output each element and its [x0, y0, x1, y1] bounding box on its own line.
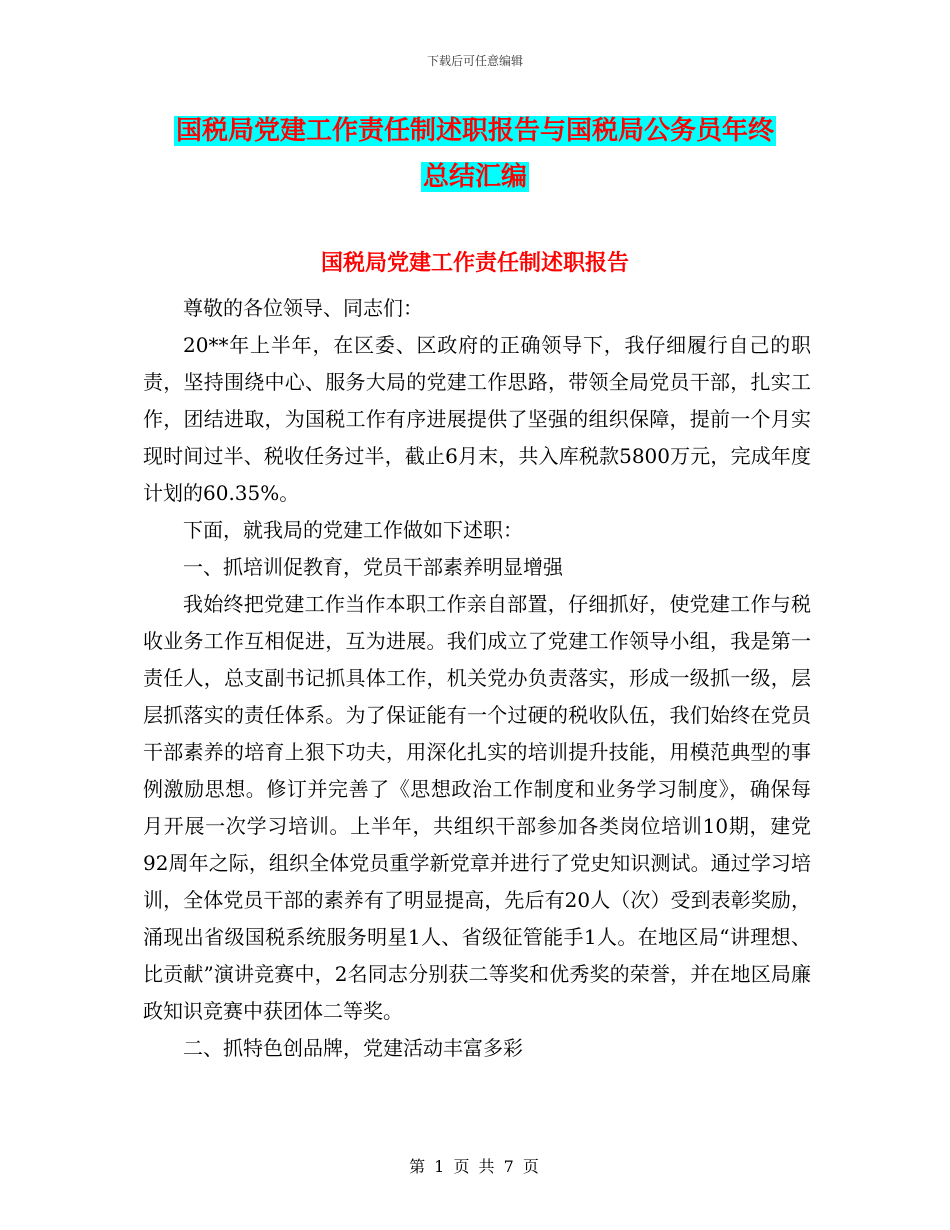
paragraph: 我始终把党建工作当作本职工作亲自部置，仔细抓好，使党建工作与税收业务工作互相促进，互为进展。我们成立了党建工作领导小组，我是第一责任人，总支副书记抓具体工作，机关党办负责落实，形成一级抓一级，层层抓落实的责任体系。为了保证能有一个过硬的税收队伍，我们始终在党员干部素养的培育上狠下功夫，用深化扎实的培训提升技能，用模范典型的事例激励思想。修订并完善了《思想政治工作制度和业务学习制度》，确保每月开展一次学习培训。上半年，共组织干部参加各类岗位培训10期，建党92周年之际，组织全体党员重学新党章并进行了党史知识测试。通过学习培训，全体党员干部的素养有了明显提高，先后有20人（次）受到表彰奖励，涌现出省级国税系统服务明星1人、省级征管能手1人。在地区局“讲理想、比贡献”演讲竞赛中，2名同志分别获二等奖和优秀奖的荣誉，并在地区局廉政知识竞赛中获团体二等奖。	[143, 592, 811, 1023]
document-title-line-2: 总结汇编	[422, 162, 527, 192]
paragraph: 20**年上半年，在区委、区政府的正确领导下，我仔细履行自己的职责，坚持围绕中心、服务大局的党建工作思路，带领全局党员干部，扎实工作，团结进取，为国税工作有序进展提供了坚强的组织保障，提前一个月实现时间过半、税收任务过半，截止6月末，共入库税款5800万元，完成年度计划的60.35%。	[143, 333, 811, 505]
section-title: 国税局党建工作责任制述职报告	[320, 251, 629, 276]
document-title	[0, 108, 950, 200]
subheading: 一、抓培训促教育，党员干部素养明显增强	[183, 555, 563, 579]
salutation: 尊敬的各位领导、同志们：	[183, 296, 423, 320]
subheading: 二、抓特色创品牌，党建活动丰富多彩	[183, 1036, 523, 1060]
page-header-note: 下载后可任意编辑	[426, 54, 523, 68]
document-title-line-1: 国税局党建工作责任制述职报告与国税局公务员年终	[175, 116, 774, 146]
paragraph: 下面，就我局的党建工作做如下述职：	[183, 518, 523, 542]
page-number: 第 1 页 共 7 页	[409, 1157, 541, 1176]
document-body	[143, 290, 811, 1067]
